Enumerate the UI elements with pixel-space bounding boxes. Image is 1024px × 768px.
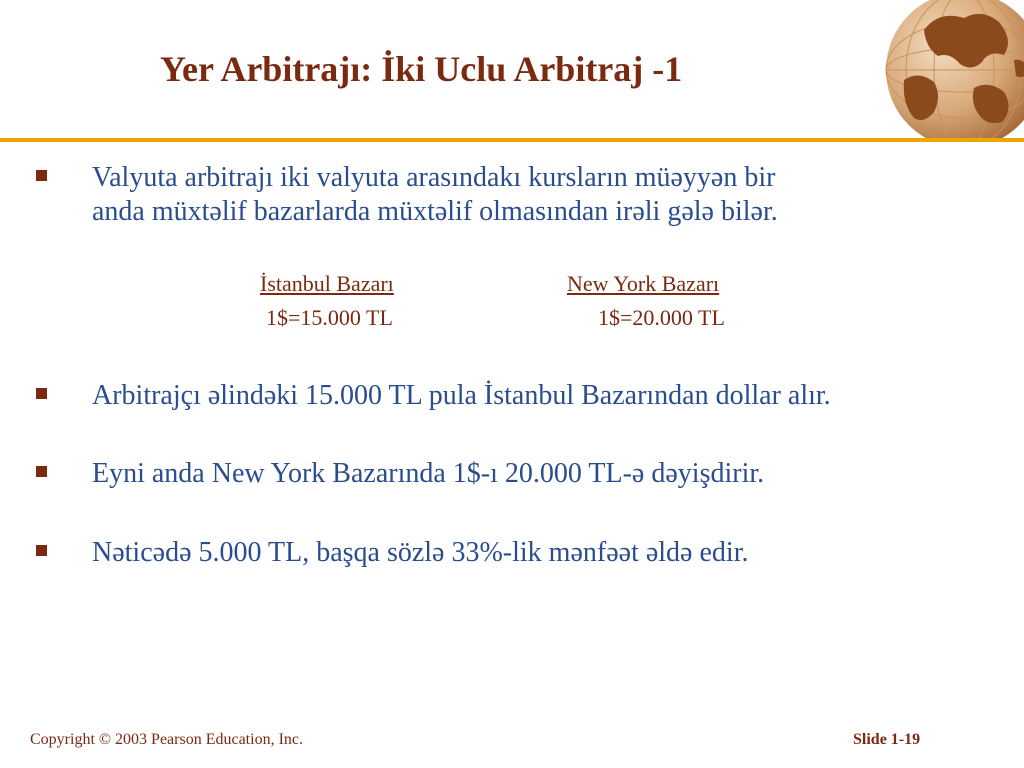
slide-title: Yer Arbitrajı: İki Uclu Arbitraj -1	[160, 49, 683, 89]
slide-number: Slide 1-19	[853, 731, 921, 748]
bullet-square-icon	[36, 388, 47, 399]
bullet-4-text: Nəticədə 5.000 TL, başqa sözlə 33%-lik mənfəət əldə edir.	[92, 537, 749, 568]
bullet-1-line-1: Valyuta arbitrajı iki valyuta arasındakı kursların müəyyən bir	[92, 162, 776, 193]
bullet-square-icon	[36, 466, 47, 477]
bullet-square-icon	[36, 545, 47, 556]
market-istanbul-rate: 1$=15.000 TL	[266, 305, 393, 330]
bullet-2-text: Arbitrajçı əlindəki 15.000 TL pula İstanbul Bazarından dollar alır.	[92, 380, 831, 411]
bullet-1-line-2: anda müxtəlif bazarlarda müxtəlif olmasından irəli gələ bilər.	[92, 196, 778, 227]
footer-copyright: Copyright © 2003 Pearson Education, Inc.	[30, 731, 303, 748]
market-newyork-rate: 1$=20.000 TL	[598, 305, 725, 330]
bullet-3-text: Eyni anda New York Bazarında 1$-ı 20.000 TL-ə dəyişdirir.	[92, 458, 765, 489]
market-newyork-name: New York Bazarı	[567, 271, 720, 296]
title-divider	[0, 138, 1024, 142]
market-istanbul-name: İstanbul Bazarı	[260, 271, 394, 296]
globe-icon	[864, 0, 1024, 140]
bullet-square-icon	[36, 170, 47, 181]
